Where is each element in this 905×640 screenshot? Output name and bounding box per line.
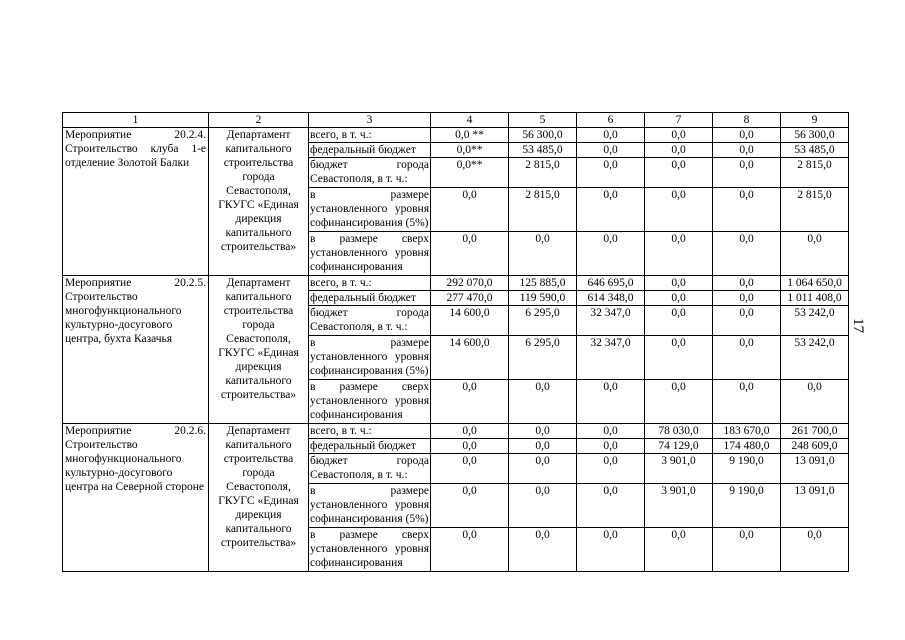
funding-source-cell: федеральный бюджет: [309, 439, 431, 454]
funding-source-cell: в размере установленного уровня софинансирования (5%): [309, 484, 431, 528]
amount-cell: 614 348,0: [577, 291, 645, 306]
amount-cell: 0,0: [713, 528, 781, 572]
amount-cell: 2 815,0: [509, 188, 577, 232]
amount-cell: 119 590,0: [509, 291, 577, 306]
amount-cell: 0,0: [645, 380, 713, 424]
funding-source-cell: в размере сверх установленного уровня софинансирования: [309, 232, 431, 276]
amount-cell: 13 091,0: [781, 454, 849, 484]
amount-cell: 53 242,0: [781, 306, 849, 336]
amount-cell: 0,0: [645, 232, 713, 276]
amount-cell: 0,0: [509, 484, 577, 528]
amount-cell: 9 190,0: [713, 454, 781, 484]
amount-cell: 0,0: [431, 424, 509, 439]
amount-cell: 0,0: [713, 306, 781, 336]
amount-cell: 53 242,0: [781, 336, 849, 380]
table-body: [63, 113, 849, 572]
table-row: [63, 276, 849, 291]
amount-cell: 174 480,0: [713, 439, 781, 454]
funding-source-cell: в размере установленного уровня софинансирования (5%): [309, 336, 431, 380]
header-cell: 4: [431, 113, 509, 128]
amount-cell: 277 470,0: [431, 291, 509, 306]
header-cell: 6: [577, 113, 645, 128]
header-cell: 5: [509, 113, 577, 128]
amount-cell: 125 885,0: [509, 276, 577, 291]
funding-source-cell: в размере сверх установленного уровня софинансирования: [309, 528, 431, 572]
amount-cell: 53 485,0: [509, 143, 577, 158]
amount-cell: 0,0: [781, 232, 849, 276]
table-row: [63, 128, 849, 143]
amount-cell: 6 295,0: [509, 336, 577, 380]
header-cell: 9: [781, 113, 849, 128]
amount-cell: 0,0: [713, 291, 781, 306]
funding-source-cell: всего, в т. ч.:: [309, 128, 431, 143]
amount-cell: 53 485,0: [781, 143, 849, 158]
amount-cell: 0,0: [509, 380, 577, 424]
amount-cell: 2 815,0: [781, 188, 849, 232]
amount-cell: 1 011 408,0: [781, 291, 849, 306]
amount-cell: 0,0: [431, 188, 509, 232]
funding-source-cell: бюджет города Севастополя, в т. ч.:: [309, 454, 431, 484]
amount-cell: 0,0: [509, 454, 577, 484]
amount-cell: 261 700,0: [781, 424, 849, 439]
amount-cell: 0,0**: [431, 158, 509, 188]
amount-cell: 0,0: [431, 484, 509, 528]
amount-cell: 9 190,0: [713, 484, 781, 528]
amount-cell: 646 695,0: [577, 276, 645, 291]
amount-cell: 0,0: [577, 128, 645, 143]
amount-cell: 0,0**: [431, 143, 509, 158]
funding-source-cell: в размере сверх установленного уровня софинансирования: [309, 380, 431, 424]
amount-cell: 0,0: [645, 336, 713, 380]
amount-cell: 0,0: [509, 232, 577, 276]
amount-cell: 2 815,0: [781, 158, 849, 188]
activity-cell: Мероприятие 20.2.5. Строительство многофункционального культурно-досугового центра, бухта Казачья: [63, 276, 209, 424]
department-cell: Департамент капитального строительства города Севастополя, ГКУГС «Единая дирекция капитального строительства»: [209, 276, 309, 424]
amount-cell: 0,0: [509, 528, 577, 572]
amount-cell: 0,0: [781, 528, 849, 572]
department-cell: Департамент капитального строительства города Севастополя, ГКУГС «Единая дирекция капитального строительства»: [209, 424, 309, 572]
amount-cell: 0,0: [577, 528, 645, 572]
amount-cell: 0,0: [645, 128, 713, 143]
amount-cell: 0,0: [645, 276, 713, 291]
amount-cell: 0,0: [645, 528, 713, 572]
table-row: [63, 424, 849, 439]
amount-cell: 0,0: [577, 380, 645, 424]
amount-cell: 0,0: [781, 380, 849, 424]
amount-cell: 0,0: [509, 424, 577, 439]
amount-cell: 14 600,0: [431, 336, 509, 380]
amount-cell: 0,0: [713, 336, 781, 380]
funding-source-cell: бюджет города Севастополя, в т. ч.:: [309, 158, 431, 188]
amount-cell: 248 609,0: [781, 439, 849, 454]
amount-cell: 32 347,0: [577, 336, 645, 380]
amount-cell: 0,0: [577, 454, 645, 484]
amount-cell: 0,0: [645, 291, 713, 306]
header-cell: 7: [645, 113, 713, 128]
amount-cell: 0,0: [431, 454, 509, 484]
amount-cell: 14 600,0: [431, 306, 509, 336]
page-number: 17: [850, 318, 866, 333]
amount-cell: 0,0: [431, 528, 509, 572]
amount-cell: 0,0: [713, 143, 781, 158]
amount-cell: 56 300,0: [509, 128, 577, 143]
amount-cell: 0,0: [577, 232, 645, 276]
amount-cell: 0,0: [645, 143, 713, 158]
funding-source-cell: бюджет города Севастополя, в т. ч.:: [309, 306, 431, 336]
amount-cell: 0,0: [713, 232, 781, 276]
amount-cell: 0,0: [577, 143, 645, 158]
header-row: [63, 113, 849, 128]
funding-source-cell: федеральный бюджет: [309, 143, 431, 158]
amount-cell: 0,0: [645, 188, 713, 232]
amount-cell: 0,0: [713, 158, 781, 188]
amount-cell: 0,0: [713, 128, 781, 143]
header-cell: 1: [63, 113, 209, 128]
funding-source-cell: федеральный бюджет: [309, 291, 431, 306]
department-cell: Департамент капитального строительства города Севастополя, ГКУГС «Единая дирекция капитального строительства»: [209, 128, 309, 276]
amount-cell: 3 901,0: [645, 484, 713, 528]
amount-cell: 0,0: [577, 484, 645, 528]
amount-cell: 2 815,0: [509, 158, 577, 188]
activity-cell: Мероприятие 20.2.6. Строительство многофункционального культурно-досугового центра на Северной стороне: [63, 424, 209, 572]
funding-source-cell: в размере установленного уровня софинансирования (5%): [309, 188, 431, 232]
amount-cell: 0,0: [577, 158, 645, 188]
header-cell: 8: [713, 113, 781, 128]
funding-table: [62, 112, 849, 572]
amount-cell: 32 347,0: [577, 306, 645, 336]
amount-cell: 0,0: [713, 276, 781, 291]
amount-cell: 0,0: [713, 188, 781, 232]
funding-source-cell: всего, в т. ч.:: [309, 276, 431, 291]
amount-cell: 0,0: [713, 380, 781, 424]
header-cell: 3: [309, 113, 431, 128]
amount-cell: 0,0: [431, 232, 509, 276]
amount-cell: 0,0: [431, 439, 509, 454]
activity-cell: Мероприятие 20.2.4. Строительство клуба 1-е отделение Золотой Балки: [63, 128, 209, 276]
amount-cell: 0,0: [509, 439, 577, 454]
amount-cell: 6 295,0: [509, 306, 577, 336]
amount-cell: 0,0 **: [431, 128, 509, 143]
amount-cell: 74 129,0: [645, 439, 713, 454]
amount-cell: 292 070,0: [431, 276, 509, 291]
amount-cell: 0,0: [645, 306, 713, 336]
funding-source-cell: всего, в т. ч.:: [309, 424, 431, 439]
header-cell: 2: [209, 113, 309, 128]
amount-cell: 3 901,0: [645, 454, 713, 484]
amount-cell: 0,0: [577, 188, 645, 232]
amount-cell: 1 064 650,0: [781, 276, 849, 291]
amount-cell: 78 030,0: [645, 424, 713, 439]
amount-cell: 13 091,0: [781, 484, 849, 528]
amount-cell: 0,0: [577, 424, 645, 439]
amount-cell: 0,0: [431, 380, 509, 424]
amount-cell: 183 670,0: [713, 424, 781, 439]
amount-cell: 0,0: [577, 439, 645, 454]
amount-cell: 56 300,0: [781, 128, 849, 143]
amount-cell: 0,0: [645, 158, 713, 188]
